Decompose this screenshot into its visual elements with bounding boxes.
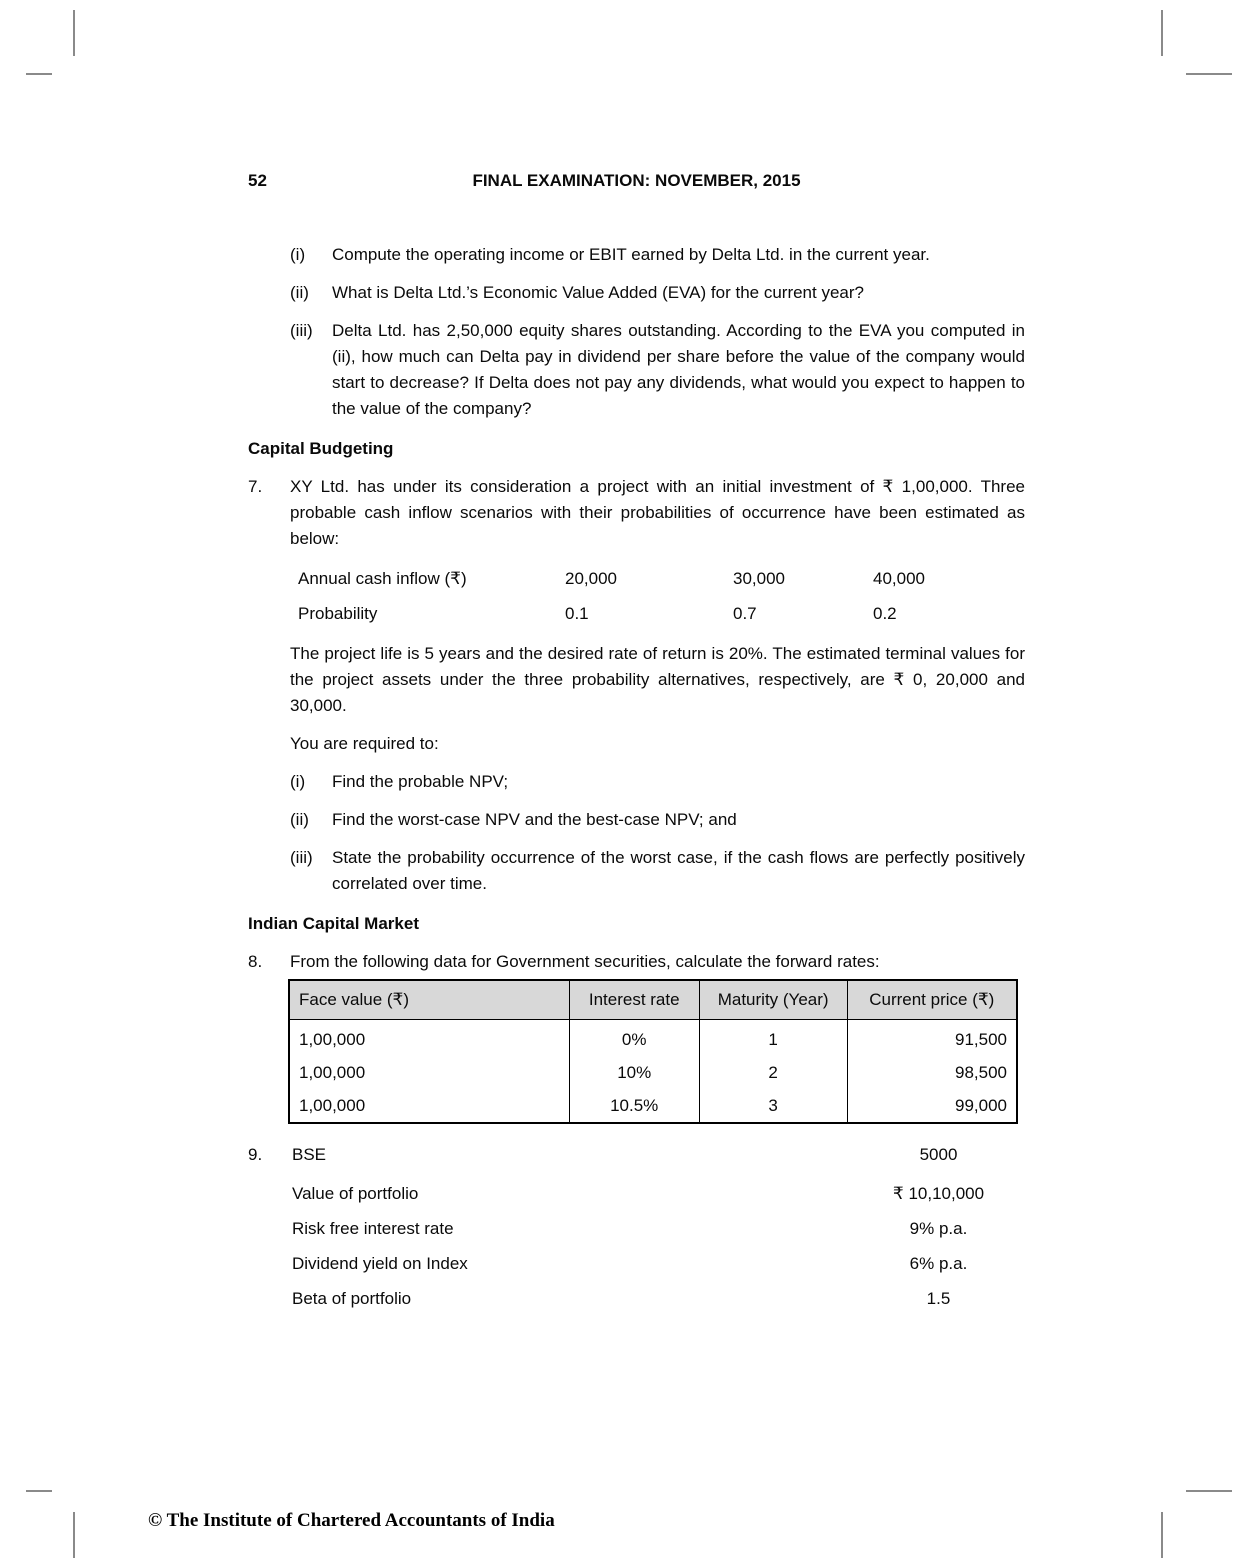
question-number: 8. xyxy=(248,952,263,971)
list-item-text: State the probability occurrence of the worst case, if the cash flows are perfectly positively correlated over time. xyxy=(332,848,1025,893)
crop-mark-bottom-right-vertical xyxy=(1161,1512,1163,1558)
government-securities-table xyxy=(288,979,1018,1124)
table-cell: 10% xyxy=(569,1056,699,1089)
table-cell: 2 xyxy=(699,1056,847,1089)
table-cell: 91,500 xyxy=(847,1020,1017,1057)
page-number: 52 xyxy=(248,171,267,190)
table-row xyxy=(289,1056,1017,1089)
crop-mark-top-right-horizontal xyxy=(1186,73,1232,75)
row-value: 0.1 xyxy=(565,604,589,623)
list-item-text: Find the worst-case NPV and the best-case NPV; and xyxy=(332,810,737,829)
table-cell: 1 xyxy=(699,1020,847,1057)
section-heading-capital-budgeting: Capital Budgeting xyxy=(248,439,394,458)
list-item-label: (iii) xyxy=(290,848,313,867)
cash-inflow-table xyxy=(298,566,1025,627)
table-cell: 3 xyxy=(699,1089,847,1123)
list-item xyxy=(290,242,1025,268)
row-value: 9% p.a. xyxy=(909,1219,968,1238)
question-7-required-list xyxy=(248,769,1025,897)
list-item-text: Find the probable NPV; xyxy=(332,772,509,791)
row-label: Risk free interest rate xyxy=(292,1219,454,1238)
table-header-row xyxy=(289,980,1017,1020)
crop-mark-top-left-horizontal xyxy=(26,73,52,75)
row-value: 30,000 xyxy=(733,569,785,588)
copyright-footer: © The Institute of Chartered Accountants of India xyxy=(148,1510,555,1531)
crop-mark-bottom-left-vertical xyxy=(73,1512,75,1558)
question-7 xyxy=(248,474,1025,552)
required-intro: You are required to: xyxy=(290,734,439,753)
row-label: Probability xyxy=(298,604,378,623)
row-value: ₹ 10,10,000 xyxy=(892,1184,985,1203)
question-number: 7. xyxy=(248,477,263,496)
crop-mark-bottom-left-horizontal xyxy=(26,1490,52,1492)
table-cell: 10.5% xyxy=(569,1089,699,1123)
portfolio-data-row xyxy=(292,1142,1025,1168)
list-item xyxy=(290,845,1025,897)
row-value: 5000 xyxy=(919,1145,958,1164)
question-7-intro: XY Ltd. has under its consideration a project with an initial investment of ₹ 1,00,000. Three probable cash inflow scenarios with their probabilities of occurrence have been estimated as below: xyxy=(290,477,1025,548)
row-label: Value of portfolio xyxy=(292,1184,419,1203)
table-row xyxy=(289,1020,1017,1057)
question-7-paragraph: The project life is 5 years and the desired rate of return is 20%. The estimated terminal values for the project assets under the three probability alternatives, respectively, are ₹ 0, 20,000 and 30,000. xyxy=(290,644,1025,715)
crop-mark-bottom-right-horizontal xyxy=(1186,1490,1232,1492)
question-8 xyxy=(248,949,1025,975)
list-item-text: Delta Ltd. has 2,50,000 equity shares outstanding. According to the EVA you computed in (ii), how much can Delta pay in dividend per share before the value of the company would start to decrease? If Delta does not pay any dividends, what would you expect to happen to the value of the company? xyxy=(332,321,1025,418)
page-header xyxy=(248,168,1025,194)
table-cell: 0% xyxy=(569,1020,699,1057)
table-header-maturity: Maturity (Year) xyxy=(699,980,847,1020)
table-cell: 98,500 xyxy=(847,1056,1017,1089)
row-value: 6% p.a. xyxy=(909,1254,968,1273)
question-8-intro: From the following data for Government securities, calculate the forward rates: xyxy=(290,952,880,971)
row-label: BSE xyxy=(292,1145,327,1164)
table-cell: 99,000 xyxy=(847,1089,1017,1123)
row-value: 20,000 xyxy=(565,569,617,588)
list-item-label: (i) xyxy=(290,245,306,264)
table-cell: 1,00,000 xyxy=(289,1056,569,1089)
probability-row xyxy=(298,601,1025,627)
portfolio-data-row xyxy=(292,1286,1025,1312)
row-label: Beta of portfolio xyxy=(292,1289,412,1308)
table-header-interest-rate: Interest rate xyxy=(569,980,699,1020)
row-value: 40,000 xyxy=(873,569,925,588)
question-number: 9. xyxy=(248,1145,263,1164)
row-value: 0.2 xyxy=(873,604,897,623)
row-value: 0.7 xyxy=(733,604,757,623)
list-item-label: (ii) xyxy=(290,283,309,302)
crop-mark-top-right-vertical xyxy=(1161,10,1163,56)
table-row xyxy=(289,1089,1017,1123)
list-item xyxy=(290,280,1025,306)
portfolio-data-row xyxy=(292,1216,1025,1242)
table-cell: 1,00,000 xyxy=(289,1020,569,1057)
table-cell: 1,00,000 xyxy=(289,1089,569,1123)
list-item xyxy=(290,807,1025,833)
list-item xyxy=(290,769,1025,795)
cash-inflow-row xyxy=(298,566,1025,592)
table-header-face-value: Face value (₹) xyxy=(289,980,569,1020)
question-9 xyxy=(248,1142,1025,1312)
row-label: Dividend yield on Index xyxy=(292,1254,468,1273)
list-item-label: (ii) xyxy=(290,810,309,829)
section-heading-indian-capital-market: Indian Capital Market xyxy=(248,914,419,933)
portfolio-data-row xyxy=(292,1251,1025,1277)
row-value: 1.5 xyxy=(926,1289,951,1308)
list-item-label: (i) xyxy=(290,772,306,791)
table-header-current-price: Current price (₹) xyxy=(847,980,1017,1020)
list-item-label: (iii) xyxy=(290,321,313,340)
list-item xyxy=(290,318,1025,422)
list-item-text: What is Delta Ltd.’s Economic Value Added (EVA) for the current year? xyxy=(332,283,864,302)
row-label: Annual cash inflow (₹) xyxy=(298,569,467,588)
portfolio-data-row xyxy=(292,1181,1025,1207)
list-item-text: Compute the operating income or EBIT earned by Delta Ltd. in the current year. xyxy=(332,245,930,264)
page-content xyxy=(248,168,1025,1321)
delta-question-list xyxy=(248,242,1025,422)
page-title: FINAL EXAMINATION: NOVEMBER, 2015 xyxy=(472,171,801,190)
crop-mark-top-left-vertical xyxy=(73,10,75,56)
